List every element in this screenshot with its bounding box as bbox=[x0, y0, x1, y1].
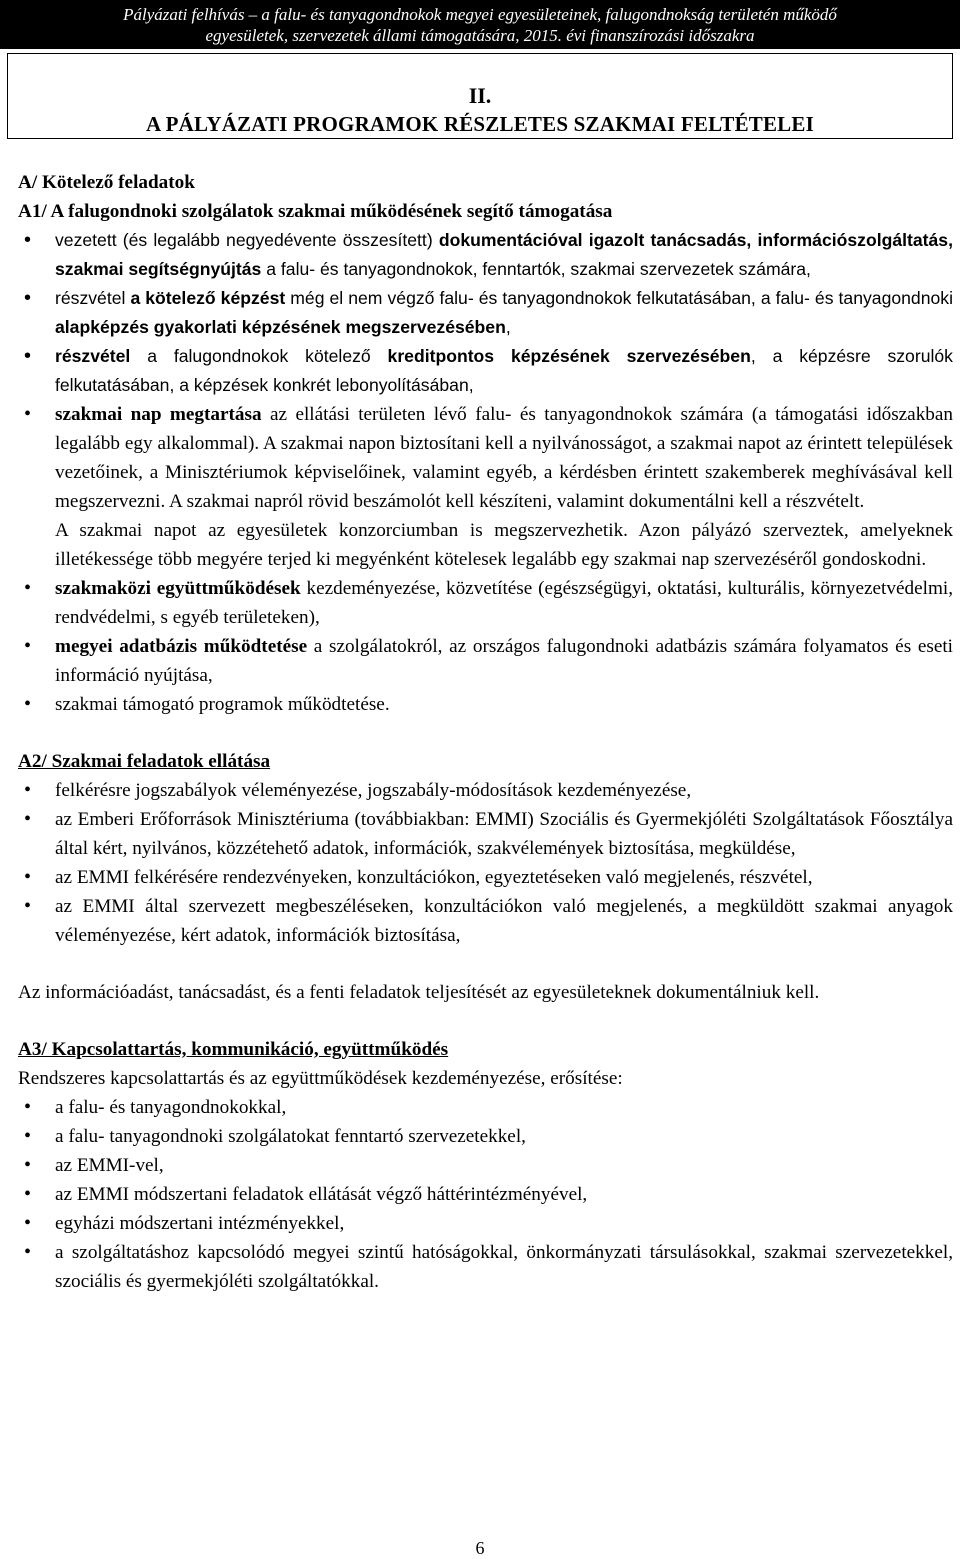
section-a3-list bbox=[18, 1093, 953, 1296]
section-a2-list bbox=[18, 776, 953, 950]
chapter-title-box bbox=[7, 53, 953, 139]
item-text: a falugondnokok kötelező bbox=[130, 346, 388, 366]
item-bold-text: szakmaközi együttműködések bbox=[55, 578, 301, 599]
item-text: az ellátási területen lévő falu- és tanyagondnokok számára (a támogatási időszakban legalább egy alkalommal). A szakmai napon biztosítani kell a nyilvánosságot, a szakmai napot az érintett települések vezetőinek, a Minisztériumok képviselőinek, valamint egyéb, a kérdésben érintett szakemberek meghívásával kell megszervezni. A szakmai napról rövid beszámolót kell készíteni, valamint dokumentálni kell a részvételt. bbox=[55, 404, 953, 512]
list-item: • egyházi módszertani intézményekkel, bbox=[18, 1209, 953, 1238]
item-text: még el nem végző falu- és tanyagondnokok felkutatásában, a falu- és tanyagondnoki bbox=[285, 288, 953, 308]
section-a2-closing: Az információadást, tanácsadást, és a fenti feladatok teljesítését az egyesületeknek dokumentálniuk kell. bbox=[18, 982, 820, 1003]
item-bold-text: kreditpontos képzésének szervezésében bbox=[387, 346, 751, 366]
item-bold-text: dokumentációval igazolt tanácsadás, információszolgáltatás, szakmai segítségnyújtás bbox=[55, 230, 953, 279]
item-paragraph: A szakmai napot az egyesületek konzorciumban is megszervezhetik. Azon pályázó szerveztek, amelyeknek illetékessége több megyére terjed ki megyénként kötelesek legalább egy szakmai nap szervezéséről gondoskodni. bbox=[55, 520, 953, 570]
document-body bbox=[18, 168, 953, 1296]
chapter-number: II. bbox=[468, 83, 492, 108]
item-text: kezdeményezése, közvetítése (egészségügyi, oktatási, kulturális, környezetvédelmi, rendvédelmi, s egyéb területeken), bbox=[55, 578, 953, 628]
section-a3-intro: Rendszeres kapcsolattartás és az együttműködések kezdeményezése, erősítése: bbox=[18, 1068, 623, 1089]
section-a3-heading: A3/ Kapcsolattartás, kommunikáció, együttműködés bbox=[18, 1039, 449, 1060]
list-item: • az Emberi Erőforrások Minisztériuma (továbbiakban: EMMI) Szociális és Gyermekjóléti Szolgáltatások Főosztálya által kért, nyilvános, közzétehető adatok, információk, szakvélemények biztosítása, megküldése, bbox=[18, 805, 953, 863]
list-item bbox=[18, 226, 953, 284]
item-bold-text: megyei adatbázis működtetése bbox=[55, 636, 308, 657]
section-a-heading: A/ Kötelező feladatok bbox=[18, 172, 195, 193]
list-item: • felkérésre jogszabályok véleményezése, jogszabály-módosítások kezdeményezése, bbox=[18, 776, 953, 805]
list-item bbox=[18, 342, 953, 400]
list-item: • a falu- és tanyagondnokokkal, bbox=[18, 1093, 953, 1122]
list-item: • az EMMI-vel, bbox=[18, 1151, 953, 1180]
list-item bbox=[18, 284, 953, 342]
item-text: , bbox=[505, 317, 511, 337]
page-number: 6 bbox=[475, 1538, 485, 1558]
list-item bbox=[18, 400, 953, 574]
chapter-title: A PÁLYÁZATI PROGRAMOK RÉSZLETES SZAKMAI FELTÉTELEI bbox=[146, 112, 814, 136]
item-bold-text: alapképzés gyakorlati képzésének megszervezésében bbox=[55, 317, 506, 337]
item-text: részvétel bbox=[55, 288, 131, 308]
item-text: szakmai támogató programok működtetése. bbox=[55, 694, 390, 715]
list-item: • az EMMI módszertani feladatok ellátását végző háttérintézményével, bbox=[18, 1180, 953, 1209]
item-text: vezetett (és legalább negyedévente összesített) bbox=[55, 230, 439, 250]
section-a1-list bbox=[18, 226, 953, 719]
item-text: a falu- és tanyagondnokok, fenntartók, szakmai szervezetek számára, bbox=[261, 259, 811, 279]
header-line-1: Pályázati felhívás – a falu- és tanyagondnokok megyei egyesületeinek, falugondnokság területén működő bbox=[123, 5, 837, 24]
item-bold-text: szakmai nap megtartása bbox=[55, 404, 262, 425]
page-header bbox=[0, 0, 960, 49]
item-text: a szolgálatokról, az országos falugondnoki adatbázis számára folyamatos és eseti információ nyújtása, bbox=[55, 636, 953, 686]
list-item: • az EMMI felkérésére rendezvényeken, konzultációkon, egyeztetéseken való megjelenés, részvétel, bbox=[18, 863, 953, 892]
item-bold-text: a kötelező képzést bbox=[130, 288, 286, 308]
section-a1-heading: A1/ A falugondnoki szolgálatok szakmai működésének segítő támogatása bbox=[18, 201, 613, 222]
item-bold-text: részvétel bbox=[55, 346, 131, 366]
list-item bbox=[18, 690, 953, 719]
list-item: • az EMMI által szervezett megbeszéléseken, konzultációkon való megjelenés, a megküldött szakmai anyagok véleményezése, kért adatok, információk biztosítása, bbox=[18, 892, 953, 950]
item-text: , a képzésre szorulók felkutatásában, a képzések konkrét lebonyolításában, bbox=[55, 346, 953, 395]
list-item: • a falu- tanyagondnoki szolgálatokat fenntartó szervezetekkel, bbox=[18, 1122, 953, 1151]
section-a2-heading: A2/ Szakmai feladatok ellátása bbox=[18, 751, 271, 772]
header-line-2: egyesületek, szervezetek állami támogatására, 2015. évi finanszírozási időszakra bbox=[205, 26, 755, 45]
list-item bbox=[18, 632, 953, 690]
list-item: • a szolgáltatáshoz kapcsolódó megyei szintű hatóságokkal, önkormányzati társulásokkal, szakmai szervezetekkel, szociális és gyermekjóléti szolgáltatókkal. bbox=[18, 1238, 953, 1296]
list-item bbox=[18, 574, 953, 632]
